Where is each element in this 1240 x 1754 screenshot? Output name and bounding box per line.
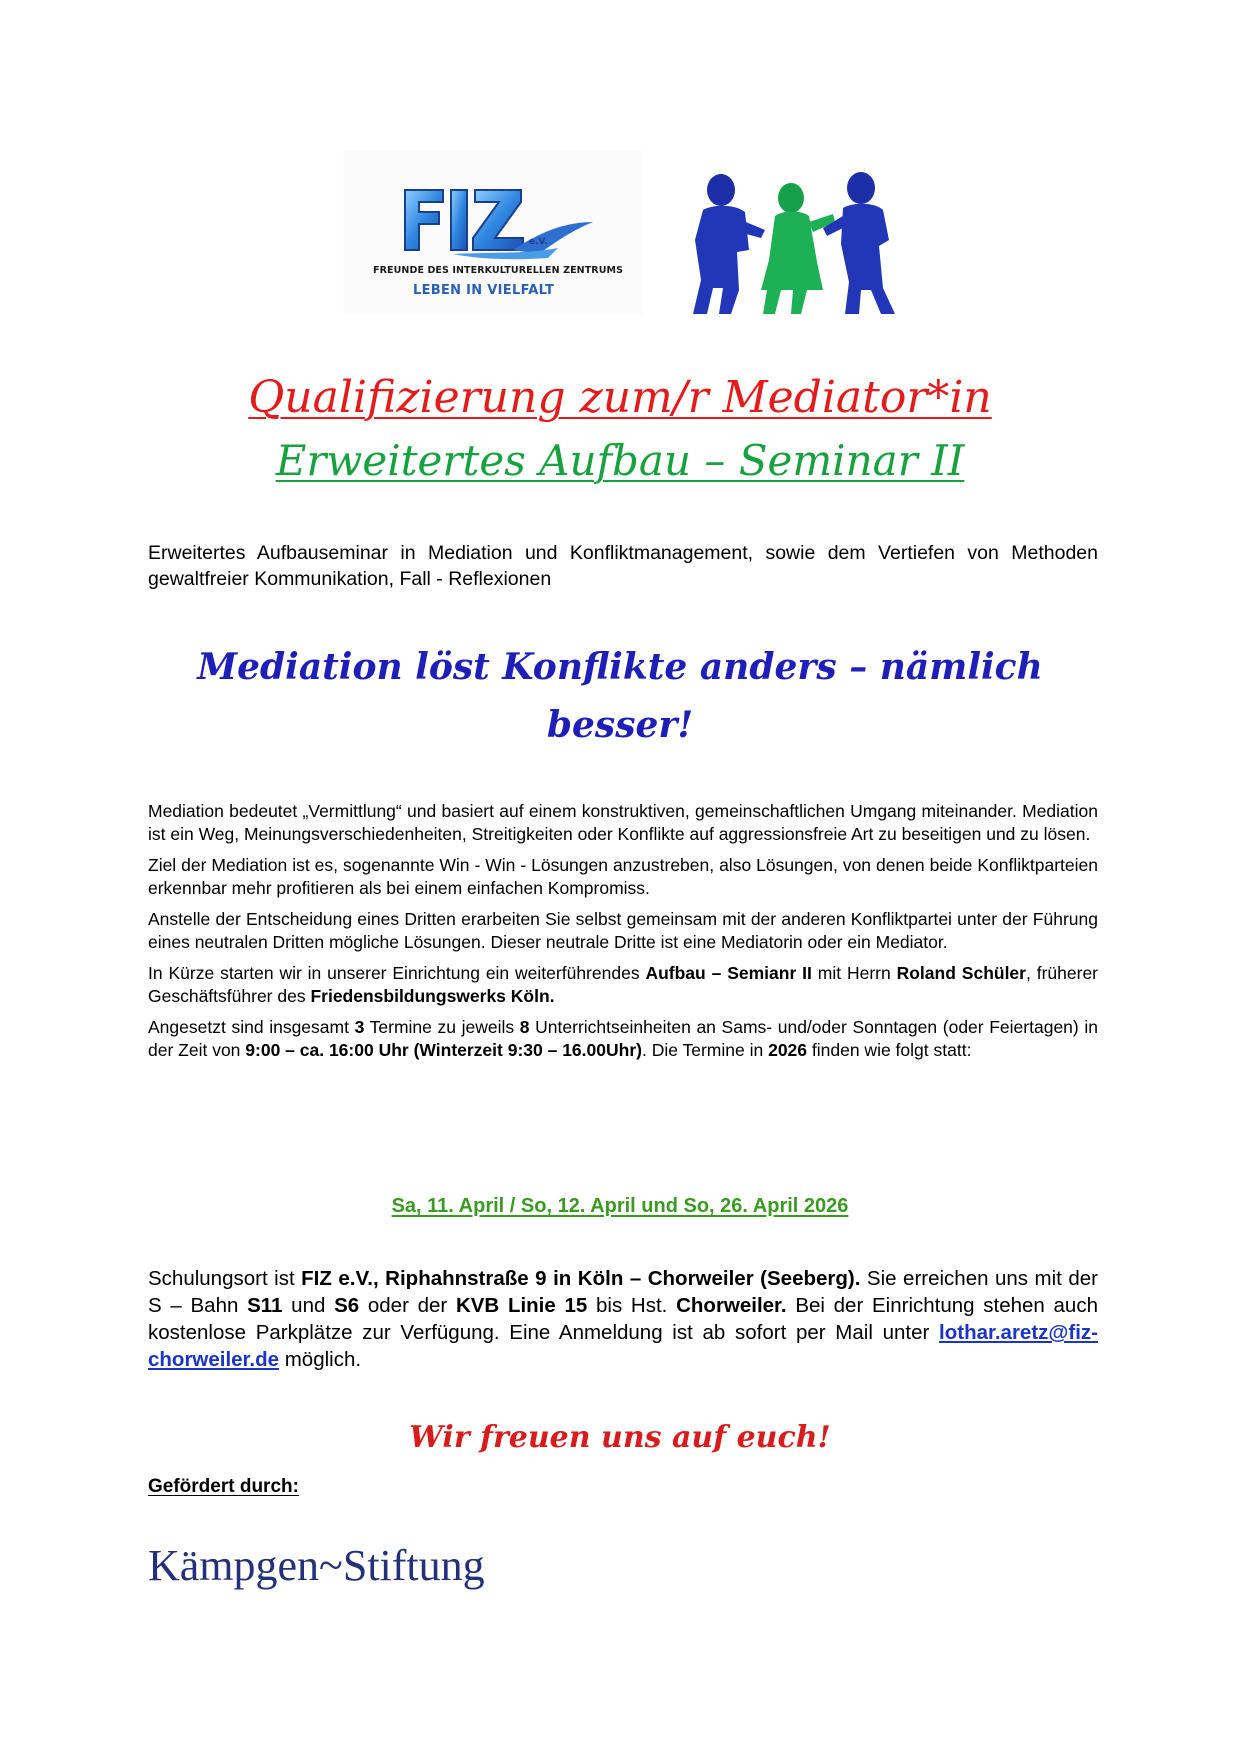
train-line-s11: S11	[247, 1294, 283, 1317]
email-link[interactable]: lothar.aretz@fiz-chorweiler.de	[148, 1321, 1098, 1371]
location-text: Sie erreichen uns mit der S – Bahn	[148, 1267, 1098, 1317]
p4-text: , früherer Geschäftsführer des	[148, 963, 1098, 1006]
p5-text: Termine zu jeweils	[364, 1017, 520, 1037]
location-text: und	[282, 1294, 335, 1317]
fiz-suffix: e.V.	[529, 237, 548, 247]
location-text: bis Hst.	[587, 1294, 677, 1317]
people-silhouettes-icon	[683, 170, 903, 315]
train-line-s6: S6	[334, 1294, 360, 1317]
location-text: Bei der Einrichtung stehen auch kostenlose Parkplätze zur Verfügung. Eine Anmeldung ist ab sofort per Mail unter	[148, 1294, 1098, 1344]
event-dates: Sa, 11. April / So, 12. April und So, 26. April 2026	[391, 1195, 849, 1217]
p4-course-name: Aufbau – Semianr II	[645, 963, 812, 983]
intro-text: Erweitertes Aufbauseminar in Mediation und Konfliktmanagement, sowie dem Vertiefen von Methoden gewaltfreier Kommunikation, Fall - Reflexionen	[148, 542, 1098, 590]
p4-text: In Kürze starten wir in unserer Einrichtung ein weiterführendes	[148, 963, 646, 983]
p5-times: 9:00 – ca. 16:00 Uhr (Winterzeit 9:30 – 16.00Uhr)	[245, 1039, 642, 1060]
p5-year: 2026	[768, 1039, 808, 1060]
venue-address: FIZ e.V., Riphahnstraße 9 in Köln – Chorweiler (Seeberg).	[301, 1267, 861, 1290]
title-line2: Erweitertes Aufbau – Seminar II	[275, 436, 965, 485]
paragraph-2: Ziel der Mediation ist es, sogenannte Win - Win - Lösungen anzustreben, also Lösungen, von denen beide Konfliktparteien erkennbar mehr profitieren als bei einem einfachen Kompromiss.	[148, 855, 1098, 898]
p4-text: mit Herrn	[811, 963, 897, 983]
stop-name: Chorweiler.	[676, 1294, 787, 1317]
p5-unit-count: 8	[519, 1017, 530, 1037]
p4-organization: Friedensbildungswerks Köln.	[310, 985, 555, 1006]
p5-text: Angesetzt sind insgesamt	[148, 1017, 355, 1037]
p5-text: . Die Termine in	[641, 1039, 769, 1060]
slogan: Mediation löst Konflikte anders – nämlich besser!	[197, 646, 1043, 746]
fiz-caption-line1: FREUNDE DES INTERKULTURELLEN ZENTRUMS	[373, 265, 624, 276]
tram-line: KVB Linie 15	[455, 1294, 588, 1317]
p4-trainer-name: Roland Schüler	[896, 963, 1026, 983]
location-text: Schulungsort ist	[148, 1267, 302, 1290]
paragraph-4	[148, 962, 1098, 1007]
p5-session-count: 3	[354, 1017, 365, 1037]
paragraph-1: Mediation bedeutet „Vermittlung“ und basiert auf einem konstruktiven, gemeinschaftlichen Umgang miteinander. Mediation ist ein Weg, Meinungsverschiedenheiten, Streitigkeiten oder Konflikte auf aggressionsfreie Art zu beseitigen und zu lösen.	[148, 801, 1098, 844]
header-logos	[343, 150, 903, 320]
closing-line: Wir freuen uns auf euch!	[409, 1420, 831, 1455]
location-info	[148, 1265, 1098, 1373]
fiz-caption-line2: LEBEN IN VIELFALT	[413, 283, 555, 298]
location-text: oder der	[359, 1294, 456, 1317]
title-line1: Qualifizierung zum/r Mediator*in	[248, 372, 992, 423]
description	[148, 800, 1098, 1070]
p5-text: Unterrichtseinheiten an Sams- und/oder Sonntagen (oder Feiertagen) in der Zeit von	[148, 1017, 1098, 1060]
paragraph-3: Anstelle der Entscheidung eines Dritten erarbeiten Sie selbst gemeinsam mit der anderen Konfliktpartei unter der Führung eines neutralen Dritten mögliche Lösungen. Dieser neutrale Dritte ist eine Mediatorin oder ein Mediator.	[148, 909, 1098, 952]
fiz-logo	[343, 150, 643, 315]
sponsor-logo: Kämpgen~Stiftung	[148, 1541, 485, 1590]
paragraph-5	[148, 1016, 1098, 1061]
funded-by-label: Gefördert durch:	[148, 1476, 299, 1497]
location-text: möglich.	[279, 1348, 362, 1371]
p5-text: finden wie folgt statt:	[807, 1039, 972, 1060]
